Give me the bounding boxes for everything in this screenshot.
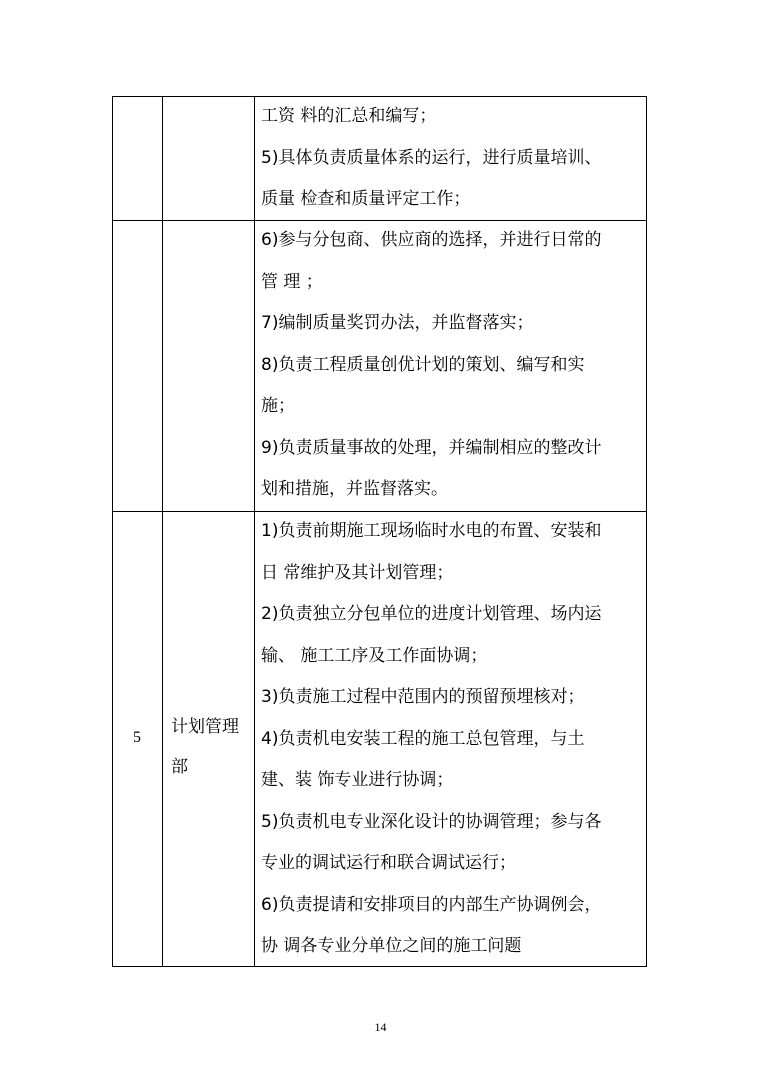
duty-line: 日 常维护及其计划管理； [261,562,454,583]
duty-line: 6)负责提请和安排项目的内部生产协调例会， [261,894,602,915]
duty-line: 5)具体负责质量体系的运行，进行质量培训、 [261,147,602,168]
duty-line: 工资 料的汇总和编写； [261,106,437,126]
duty-line: 划和措施，并监督落实。 [261,479,448,499]
duty-line: 5)负责机电专业深化设计的协调管理；参与各 [261,811,602,832]
duty-line: 输、 施工工序及工作面协调； [261,645,488,666]
department-name-line: 部 [171,757,188,777]
page-number: 14 [374,1020,387,1034]
row-number: 5 [133,729,141,746]
duty-line: 3)负责施工过程中范围内的预留预埋核对； [261,687,585,707]
department-name [163,707,261,787]
duty-line: 管 理 ； [261,271,323,292]
duty-line: 2)负责独立分包单位的进度计划管理、场内运 [261,604,602,624]
table-row [112,96,647,220]
table-row [112,511,647,966]
department-name-line: 计划管理 [171,717,239,737]
duty-cell [261,96,641,221]
duty-line: 协 调各专业分单位之间的施工问题 [261,936,522,956]
duty-line: 6)参与分包商、供应商的选择，并进行日常的 [261,230,602,250]
duty-line: 专业的调试运行和联合调试运行； [261,853,516,873]
table-row [112,220,647,511]
duty-line: 施； [261,396,295,416]
duty-line: 4)负责机电安装工程的施工总包管理，与土 [261,728,585,749]
duty-line: 建、装 饰专业进行协调； [261,770,454,790]
responsibility-table [112,96,647,967]
duty-line: 质量 检查和质量评定工作； [261,189,471,209]
duty-line: 9)负责质量事故的处理，并编制相应的整改计 [261,437,602,458]
duty-line: 1)负责前期施工现场临时水电的布置、安装和 [261,521,602,541]
duty-line: 7)编制质量奖罚办法，并监督落实； [261,313,534,333]
duty-cell [261,511,641,968]
duty-cell [261,220,641,511]
duty-line: 8)负责工程质量创优计划的策划、编写和实 [261,354,585,375]
